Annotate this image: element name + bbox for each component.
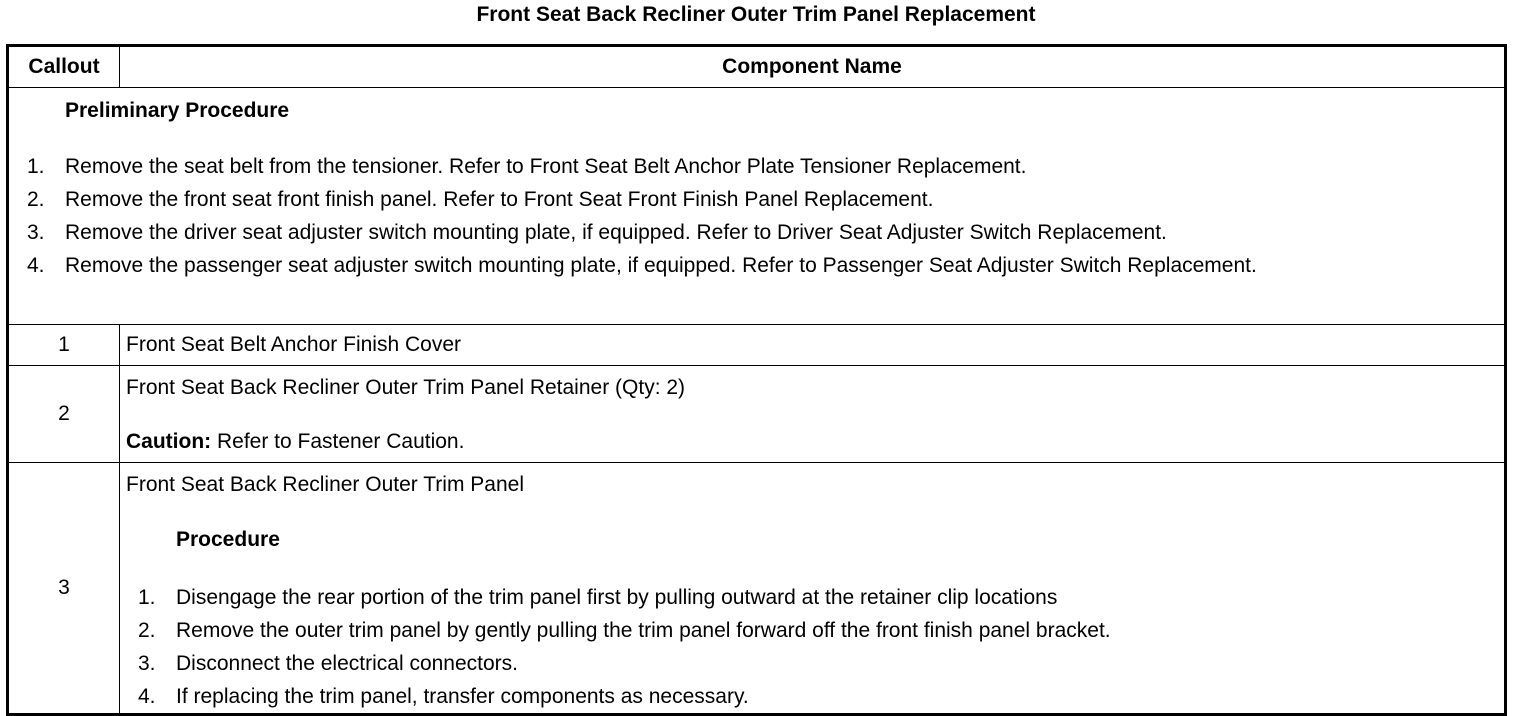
table-row bbox=[8, 366, 1506, 463]
step-text: Remove the driver seat adjuster switch mounting plate, if equipped. Refer to Driver Seat Adjuster Switch Replacement. bbox=[65, 221, 1167, 244]
caution-text: Refer to Fastener Caution. bbox=[211, 430, 465, 453]
step-number: 4. bbox=[138, 685, 156, 708]
preliminary-step bbox=[9, 183, 1504, 216]
step-number: 3. bbox=[27, 221, 45, 244]
table-header-row bbox=[8, 46, 1506, 88]
procedure-step bbox=[126, 614, 1504, 647]
component-cell: Front Seat Belt Anchor Finish Cover bbox=[120, 325, 1506, 366]
procedure-table bbox=[6, 44, 1507, 716]
preliminary-step bbox=[9, 216, 1504, 249]
preliminary-procedure-row bbox=[8, 88, 1506, 325]
component-cell bbox=[120, 463, 1506, 715]
preliminary-procedure-cell bbox=[8, 88, 1506, 325]
step-text: Remove the passenger seat adjuster switch mounting plate, if equipped. Refer to Passenger Seat Adjuster Switch Replacement. bbox=[65, 254, 1257, 277]
component-cell bbox=[120, 366, 1506, 463]
step-number: 3. bbox=[138, 652, 156, 675]
caution-label: Caution: bbox=[126, 430, 212, 453]
step-number: 1. bbox=[27, 155, 45, 178]
step-text: Remove the front seat front finish panel. Refer to Front Seat Front Finish Panel Replacement. bbox=[65, 188, 934, 211]
callout-cell: 3 bbox=[8, 463, 120, 715]
table-row bbox=[8, 325, 1506, 366]
table-row bbox=[8, 463, 1506, 715]
page-title: Front Seat Back Recliner Outer Trim Panel Replacement bbox=[476, 3, 1036, 26]
step-number: 4. bbox=[27, 254, 45, 277]
procedure-step bbox=[126, 581, 1504, 614]
procedure-steps-list bbox=[126, 581, 1504, 713]
procedure-step bbox=[126, 647, 1504, 680]
callout-header: Callout bbox=[8, 46, 120, 88]
step-text: Disconnect the electrical connectors. bbox=[176, 652, 518, 675]
preliminary-step bbox=[9, 150, 1504, 183]
step-number: 2. bbox=[27, 188, 45, 211]
preliminary-procedure-heading: Preliminary Procedure bbox=[65, 99, 290, 122]
procedure-heading: Procedure bbox=[176, 528, 280, 551]
step-text: Disengage the rear portion of the trim panel first by pulling outward at the retainer clip locations bbox=[176, 586, 1058, 609]
preliminary-steps-list bbox=[9, 150, 1504, 282]
component-name: Front Seat Back Recliner Outer Trim Panel bbox=[126, 473, 524, 496]
step-number: 2. bbox=[138, 619, 156, 642]
caution-note bbox=[126, 428, 1504, 456]
component-name-header: Component Name bbox=[120, 46, 1506, 88]
procedure-step bbox=[126, 680, 1504, 713]
step-number: 1. bbox=[138, 586, 156, 609]
step-text: Remove the outer trim panel by gently pulling the trim panel forward off the front finish panel bracket. bbox=[176, 619, 1111, 642]
step-text: Remove the seat belt from the tensioner. Refer to Front Seat Belt Anchor Plate Tensioner Replacement. bbox=[65, 155, 1027, 178]
component-name: Front Seat Back Recliner Outer Trim Panel Retainer (Qty: 2) bbox=[126, 376, 686, 399]
callout-cell: 1 bbox=[8, 325, 120, 366]
preliminary-step bbox=[9, 249, 1504, 282]
callout-cell: 2 bbox=[8, 366, 120, 463]
step-text: If replacing the trim panel, transfer components as necessary. bbox=[176, 685, 749, 708]
